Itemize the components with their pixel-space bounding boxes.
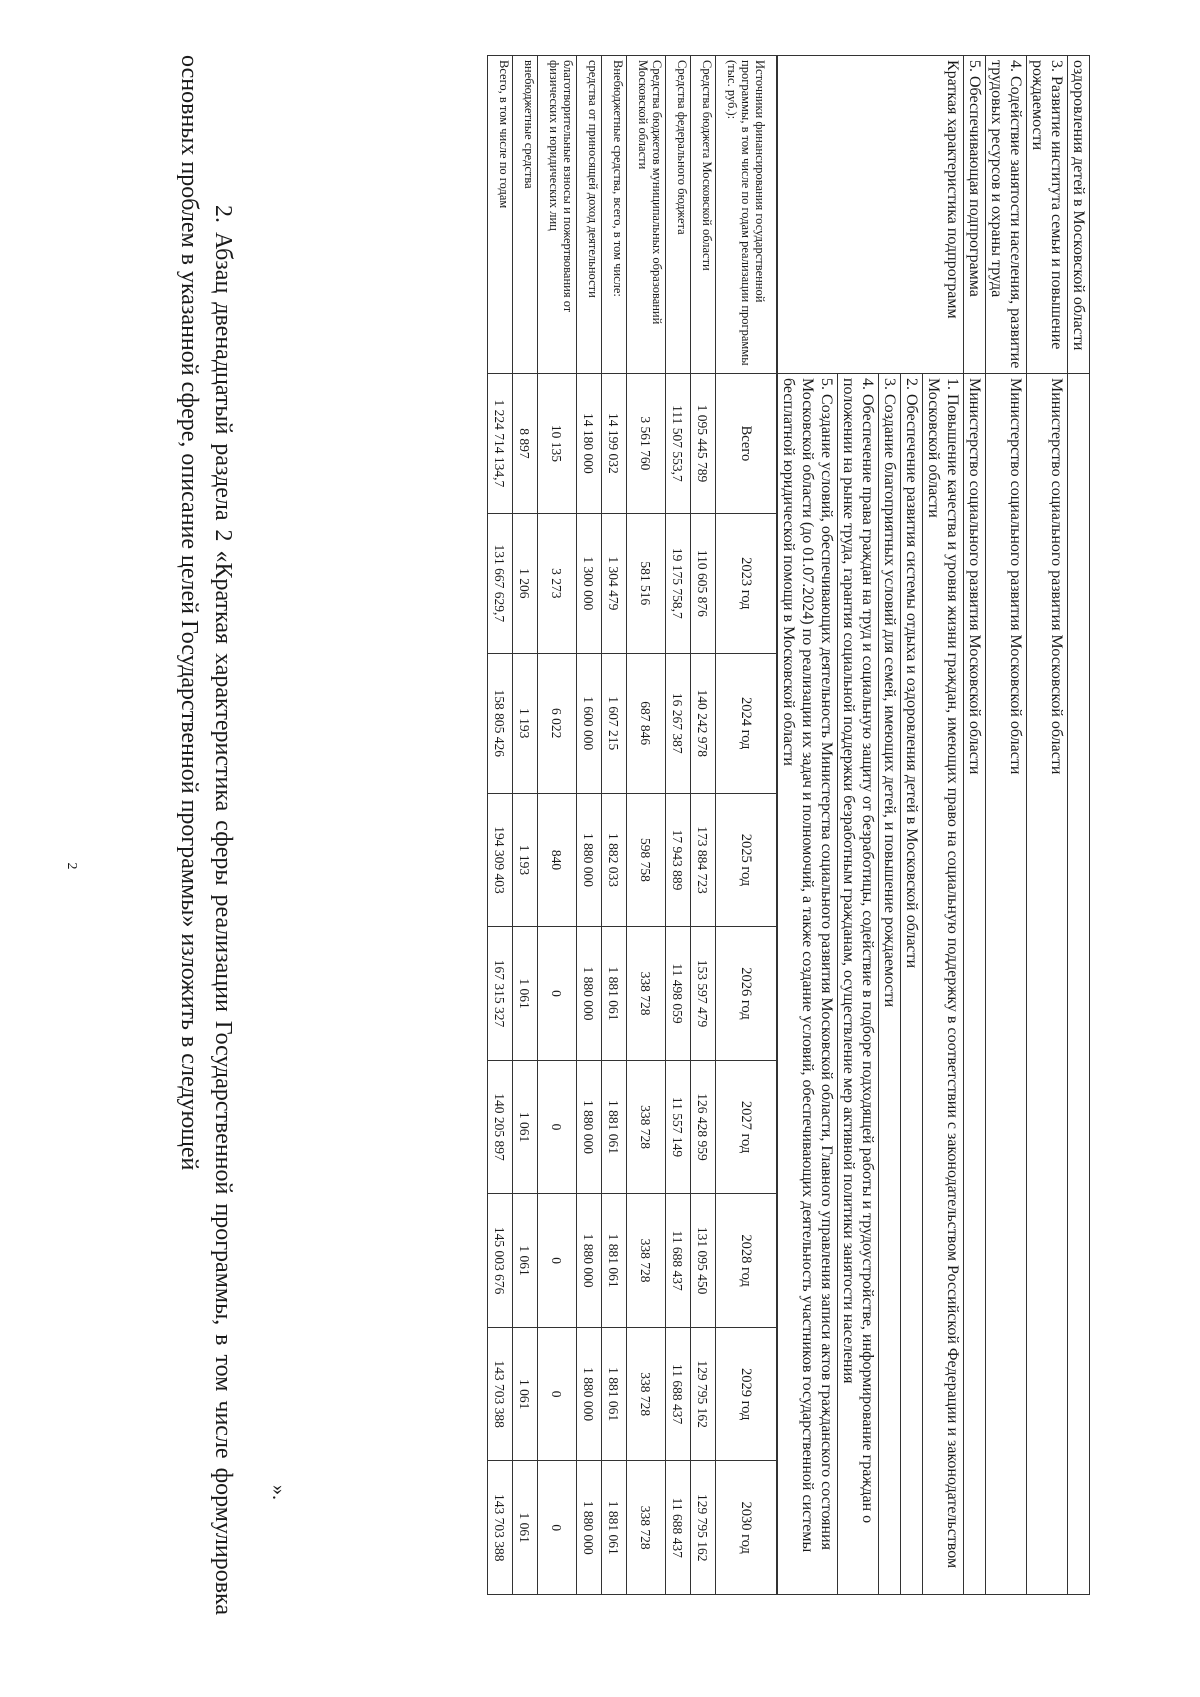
row-value: Министерство социального развития Московской области [986, 373, 1027, 1594]
financing-value: 0 [538, 1327, 577, 1461]
financing-value: 1 881 061 [602, 1461, 627, 1595]
financing-value: 1 061 [513, 1060, 538, 1194]
financing-value: 167 315 327 [488, 927, 513, 1061]
table-row [1027, 56, 1068, 1595]
financing-value: 129 795 162 [691, 1327, 716, 1461]
subprogram-item: 5. Создание условий, обеспечивающих деятельность Министерства социального развития Московской области, Главного управления записи актов гражданского состояния Московской области (до 01.07.2024) по реализации их задач и полномочий, а также создание условий, обеспечивающих деятельность участников государственной системы бесплатной юридической помощи в Московской области [777, 373, 838, 1594]
row-value: Министерство социального развития Московской области [964, 373, 986, 1594]
financing-value: 338 728 [627, 927, 666, 1061]
subprograms-label: Краткая характеристика подпрограмм [777, 56, 964, 374]
financing-value: 1 880 000 [577, 1060, 602, 1194]
financing-row [602, 56, 627, 1595]
financing-row [513, 56, 538, 1595]
financing-value: 1 880 000 [577, 1327, 602, 1461]
financing-value: 1 095 445 789 [691, 373, 716, 513]
financing-row [666, 56, 691, 1595]
financing-row [691, 56, 716, 1595]
financing-header-label: Источники финансирования государственной программы, в том числе по годам реализации программы (тыс. руб.): [716, 56, 778, 374]
financing-value: 131 667 629,7 [488, 513, 513, 653]
financing-header-row [716, 56, 778, 1595]
financing-value: 16 267 387 [666, 653, 691, 793]
column-header: 2024 год [716, 653, 778, 793]
financing-value: 8 897 [513, 373, 538, 513]
financing-value: 11 557 149 [666, 1060, 691, 1194]
financing-value: 19 175 758,7 [666, 513, 691, 653]
financing-value: 0 [538, 927, 577, 1061]
table-row [1068, 56, 1090, 1595]
row-label: оздоровления детей в Московской области [1068, 56, 1090, 374]
financing-value: 14 199 032 [602, 373, 627, 513]
financing-value: 110 605 876 [691, 513, 716, 653]
financing-value: 338 728 [627, 1327, 666, 1461]
financing-source-label: внебюджетные средства [513, 56, 538, 374]
financing-value: 1 880 000 [577, 927, 602, 1061]
financing-value: 1 206 [513, 513, 538, 653]
financing-value: 140 205 897 [488, 1060, 513, 1194]
financing-value: 687 846 [627, 653, 666, 793]
financing-value: 1 881 061 [602, 927, 627, 1061]
financing-value: 581 516 [627, 513, 666, 653]
rotated-page-content [110, 55, 1090, 1640]
financing-value: 3 273 [538, 513, 577, 653]
financing-value: 1 882 033 [602, 793, 627, 927]
financing-value: 1 061 [513, 1327, 538, 1461]
financing-value: 338 728 [627, 1194, 666, 1328]
financing-total-row [488, 56, 513, 1595]
body-paragraph: 2. Абзац двенадцатый раздела 2 «Краткая характеристика сферы реализации Государственной программы, в том числе формулировка основных проблем в указанной сфере, описание целей Государственной программы» изложить в следующей [176, 55, 236, 1615]
financing-source-label: Средства бюджетов муниципальных образований Московской области [627, 56, 666, 374]
financing-value: 14 180 000 [577, 373, 602, 513]
financing-value: 11 688 437 [666, 1194, 691, 1328]
financing-value: 1 880 000 [577, 1194, 602, 1328]
financing-value: 11 688 437 [666, 1327, 691, 1461]
column-header: 2028 год [716, 1194, 778, 1328]
financing-value: 143 703 388 [488, 1461, 513, 1595]
financing-value: 1 881 061 [602, 1194, 627, 1328]
financing-value: 1 061 [513, 927, 538, 1061]
financing-value: 598 758 [627, 793, 666, 927]
subprogram-item: 3. Создание благоприятных условий для семей, имеющих детей, и повышение рождаемости [879, 373, 901, 1594]
financing-value: 1 607 215 [602, 653, 627, 793]
financing-value: 129 795 162 [691, 1461, 716, 1595]
financing-value: 143 703 388 [488, 1327, 513, 1461]
financing-value: 158 805 426 [488, 653, 513, 793]
financing-source-label: Внебюджетные средства, всего, в том числе: [602, 56, 627, 374]
column-header: 2027 год [716, 1060, 778, 1194]
column-header: 2026 год [716, 927, 778, 1061]
financing-value: 126 428 959 [691, 1060, 716, 1194]
financing-value: 131 095 450 [691, 1194, 716, 1328]
financing-row [577, 56, 602, 1595]
financing-value: 1 600 000 [577, 653, 602, 793]
financing-value: 1 193 [513, 653, 538, 793]
financing-value: 1 880 000 [577, 793, 602, 927]
financing-value: 0 [538, 1060, 577, 1194]
column-header: 2030 год [716, 1461, 778, 1595]
subprogram-item: 2. Обеспечение развития системы отдыха и оздоровления детей в Московской области [901, 373, 923, 1594]
column-header: 2023 год [716, 513, 778, 653]
financing-value: 140 242 978 [691, 653, 716, 793]
financing-value: 338 728 [627, 1060, 666, 1194]
row-label: 5. Обеспечивающая подпрограмма [964, 56, 986, 374]
table-row [986, 56, 1027, 1595]
row-label: 4. Содействие занятости населения, развитие трудовых ресурсов и охраны труда [986, 56, 1027, 374]
program-passport-table [487, 55, 1090, 1595]
subprogram-item: 4. Обеспечение права граждан на труд и социальную защиту от безработицы, содействие в подборе подходящей работы и трудоустройстве, информирование граждан о положении на рынке труда, гарантия социальной поддержки безработным гражданам, осуществление мер активной политики занятости населения [838, 373, 879, 1594]
financing-value: 11 688 437 [666, 1461, 691, 1595]
financing-row [627, 56, 666, 1595]
row-label: 3. Развитие института семьи и повышение рождаемости [1027, 56, 1068, 374]
financing-value: 1 300 000 [577, 513, 602, 653]
financing-value: 338 728 [627, 1461, 666, 1595]
financing-source-label: средства от приносящей доход деятельности [577, 56, 602, 374]
financing-value: 1 224 714 134,7 [488, 373, 513, 513]
financing-value: 0 [538, 1194, 577, 1328]
financing-value: 840 [538, 793, 577, 927]
row-value: Министерство социального развития Московской области [1027, 373, 1068, 1594]
financing-value: 10 135 [538, 373, 577, 513]
closing-quote: ». [268, 1485, 290, 1500]
financing-value: 0 [538, 1461, 577, 1595]
column-header: 2025 год [716, 793, 778, 927]
financing-value: 1 881 061 [602, 1327, 627, 1461]
row-value [1068, 373, 1090, 1594]
page-number: 2 [64, 862, 79, 870]
financing-value: 1 193 [513, 793, 538, 927]
financing-source-label: Средства бюджета Московской области [691, 56, 716, 374]
financing-value: 1 880 000 [577, 1461, 602, 1595]
subprogram-item: 1. Повышение качества и уровня жизни граждан, имеющих право на социальную поддержку в соответствии с законодательством Российской Федерации и законодательством Московской области [923, 373, 964, 1594]
financing-value: 1 881 061 [602, 1060, 627, 1194]
financing-source-label: благотворительные взносы и пожертвования от физических и юридических лиц [538, 56, 577, 374]
table-row [964, 56, 986, 1595]
financing-value: 194 309 403 [488, 793, 513, 927]
financing-value: 3 561 760 [627, 373, 666, 513]
financing-value: 1 061 [513, 1461, 538, 1595]
column-header: 2029 год [716, 1327, 778, 1461]
financing-value: 1 304 479 [602, 513, 627, 653]
financing-source-label: Средства федерального бюджета [666, 56, 691, 374]
column-header: Всего [716, 373, 778, 513]
financing-row [538, 56, 577, 1595]
financing-value: 6 022 [538, 653, 577, 793]
financing-value: 11 498 059 [666, 927, 691, 1061]
financing-value: 111 507 553,7 [666, 373, 691, 513]
financing-value: 153 597 479 [691, 927, 716, 1061]
subprogram-row [923, 56, 964, 1595]
financing-source-label: Всего, в том числе по годам [488, 56, 513, 374]
financing-value: 17 943 889 [666, 793, 691, 927]
financing-value: 1 061 [513, 1194, 538, 1328]
financing-value: 173 884 723 [691, 793, 716, 927]
financing-value: 145 003 676 [488, 1194, 513, 1328]
